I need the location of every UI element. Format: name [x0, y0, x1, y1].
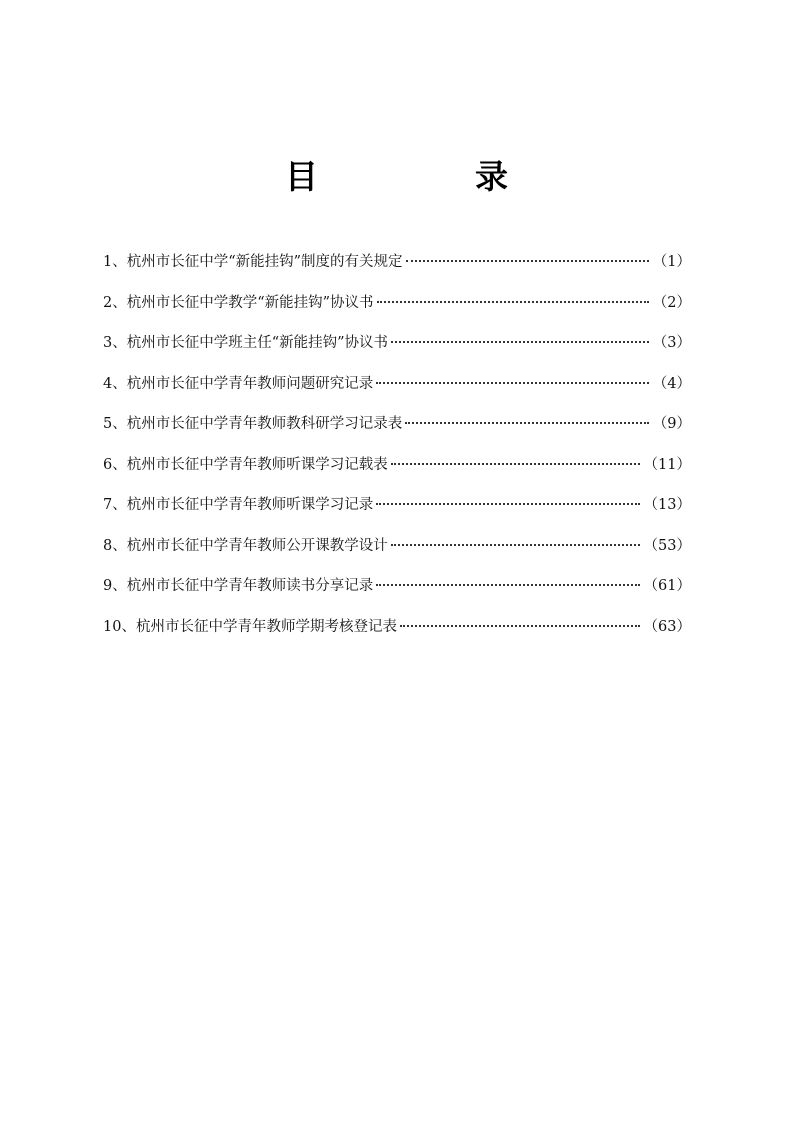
toc-entry-title: 杭州市长征中学青年教师公开课教学设计 [126, 537, 388, 554]
toc-entry-number: 3、 [103, 335, 127, 351]
toc-entry-page: （1） [652, 254, 691, 270]
toc-entry-page: （4） [652, 375, 691, 392]
toc-entry-page: （61） [643, 578, 691, 594]
toc-entry-page: （9） [652, 416, 691, 432]
toc-entry-title: 杭州市长征中学青年教师听课学习记录 [126, 497, 374, 513]
toc-dot-leader [405, 422, 649, 424]
toc-entry-title: 杭州市长征中学青年教师学期考核登记表 [135, 618, 397, 635]
toc-entry-title: 杭州市长征中学青年教师问题研究记录 [126, 375, 374, 392]
toc-dot-leader [377, 301, 649, 303]
toc-entry-number: 4、 [103, 375, 127, 392]
toc-dot-leader [376, 503, 639, 505]
toc-entry [103, 252, 691, 293]
toc-entry [103, 333, 691, 374]
toc-dot-leader [391, 341, 649, 343]
toc-entry-number: 8、 [103, 537, 127, 554]
toc-entry [103, 536, 691, 577]
toc-entry-title: 杭州市长征中学“新能挂钩”制度的有关规定 [126, 254, 403, 270]
toc-entry-page: （63） [643, 618, 691, 635]
toc-entry-title: 杭州市长征中学青年教师教科研学习记录表 [126, 416, 403, 432]
toc-entry-title: 杭州市长征中学教学“新能挂钩”协议书 [126, 294, 374, 311]
toc-entry-title: 杭州市长征中学青年教师听课学习记载表 [126, 456, 388, 473]
toc-entry-number: 2、 [103, 294, 127, 311]
toc-dot-leader [406, 260, 649, 262]
toc-entry-page: （53） [643, 537, 691, 554]
toc-dot-leader [376, 382, 649, 384]
toc-entry-page: （3） [652, 335, 691, 351]
toc-entry-number: 10、 [103, 618, 136, 635]
page-title: 目 录 [285, 157, 570, 196]
toc-dot-leader [376, 584, 639, 586]
toc-entry-page: （11） [643, 456, 691, 473]
toc-entry [103, 576, 691, 617]
toc-dot-leader [391, 463, 640, 465]
toc-entry-number: 6、 [103, 456, 127, 473]
toc-entry-number: 1、 [103, 254, 127, 270]
toc-entry-page: （2） [652, 294, 691, 311]
toc-entry [103, 293, 691, 334]
toc-entry [103, 455, 691, 496]
toc-entry [103, 617, 691, 658]
toc-entry-title: 杭州市长征中学青年教师读书分享记录 [126, 578, 374, 594]
toc-entry [103, 374, 691, 415]
toc-entry-number: 5、 [103, 416, 127, 432]
toc-dot-leader [391, 544, 640, 546]
toc-dot-leader [400, 625, 640, 627]
toc-entry-number: 9、 [103, 578, 127, 594]
toc-entry [103, 414, 691, 455]
toc-entry-title: 杭州市长征中学班主任“新能挂钩”协议书 [126, 335, 389, 351]
table-of-contents [103, 252, 691, 657]
toc-entry-page: （13） [643, 497, 691, 513]
toc-entry [103, 495, 691, 536]
toc-entry-number: 7、 [103, 497, 127, 513]
